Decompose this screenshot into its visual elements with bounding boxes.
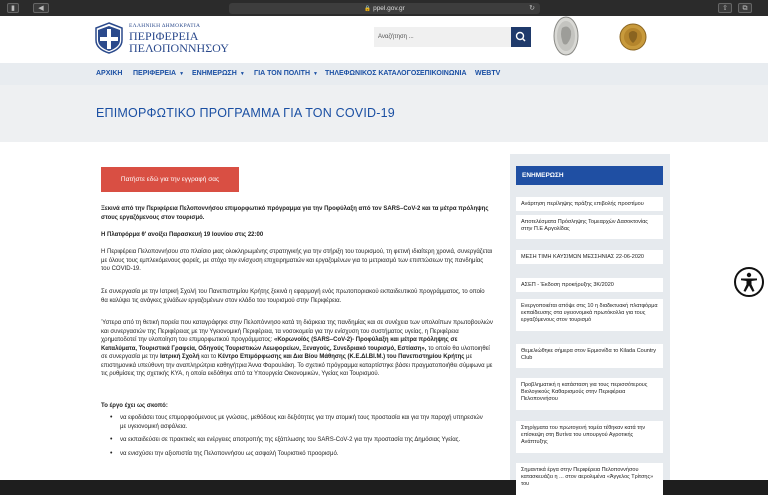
paragraph-3: Ύστερα από τη θετική πορεία που καταγράφηκε στην Πελοπόννησο κατά τη διάρκεια της πανδημίας και σε συνέχεια των υπολοίπων πρωτοβουλιών και συνεργασιών της Περιφέρειας με την Υγειονομική Περιφέρεια, τα νοσοκομεία για την ενίσχυση του συστήματος υγείας, η Περιφέρεια χρηματοδοτεί την υλοποίηση του επιμορφωτικού προγράμματος: «Κορωνοϊός (SARS–CoV-2)- Προφύλαξη και μέτρα πρόληψης σε Καταλύματα, Τουριστικά Γραφεία, Οδηγούς Τουριστικών Λεωφορείων, Ξεναγούς, Συνεδριακό τουρισμό, Εστίαση», το οποίο θα υλοποιηθεί σε συνεργασία με την Ιατρική Σχολή και το Κέντρο Επιμόρφωσης και Δια Βίου Μάθησης (Κ.Ε.ΔΙ.ΒΙ.Μ.) του Πανεπιστημίου Κρήτης με επιστημονικά υπεύθυνη την αναπληρώτρια καθηγήτρια Άννα Φαρουλάκη. Το σχετικό πρόγραμμα καταρτίστηκε βάσει πραγματοποιήθει σύμφωνα με τις ρυθμίσεις της σχετικής ΚΥΑ, η οποία εκδόθηκε από τα Υπουργεία Οικονομικών, Υγείας και Τουρισμού. (101, 320, 493, 377)
title-band (0, 85, 768, 142)
greek-emblem-icon[interactable] (94, 22, 124, 54)
nav-item-news[interactable]: ΕΝΗΜΕΡΩΣΗ ▼ (192, 70, 245, 77)
intro-text: Ξεκινά από την Περιφέρεια Πελοποννήσου επιμορφωτικό πρόγραμμα για την Προφύλαξη από τον SARS–CoV-2 και τα μέτρα πρόληψης στους εργαζόμενους στον τουρισμό. (101, 206, 489, 221)
nav-item-region[interactable]: ΠΕΡΙΦΕΡΕΙΑ ▼ (133, 70, 185, 77)
sidebar-news-item[interactable]: Θεμελιώθηκε σήμερα στον Ερμιονίδα το Kilada Country Club (516, 344, 663, 368)
nav-item-home[interactable]: ΑΡΧΙΚΗ (96, 70, 123, 77)
chevron-down-icon: ▼ (313, 71, 318, 77)
news-sidebar (510, 154, 670, 487)
reload-icon[interactable]: ↻ (529, 5, 535, 12)
page-title: ΕΠΙΜΟΡΦΩΤΙΚΟ ΠΡΟΓΡΑΜΜΑ ΓΙΑ ΤΟΝ COVID-19 (96, 106, 395, 120)
article-content (96, 142, 496, 480)
paragraph-2: Σε συνεργασία με την Ιατρική Σχολή του Πανεπιστημίου Κρήτης ξεκινά η εφαρμογή ενός πρωτοποριακού εκπαιδευτικού προγράμματος, το οποίο θα καλύψει τις ανάγκες χιλιάδων εργαζομένων στον κλάδο του τουρισμού στην Περιφέρεια. (101, 289, 485, 304)
list-item: • να εκπαιδεύσει σε πρακτικές και ενέργειες αποτροπής της εξάπλωσης του SARS-CoV-2 για την προστασία της Δημόσιας Υγείας. (106, 436, 486, 445)
register-button[interactable]: Πατήστε εδώ για την εγγραφή σας (101, 167, 239, 192)
goal-heading: Το έργο έχει ως σκοπό: (101, 403, 168, 409)
nav-item-webtv[interactable]: WEBTV (475, 70, 501, 77)
sidebar-news-item[interactable]: Αποτελέσματα Πρόσληψης Τομεαρχών Δασοκτονίας στην Π.Ε Αργολίδας (516, 215, 663, 239)
site-logo-text[interactable] (129, 23, 229, 54)
browser-toolbar (0, 0, 768, 16)
sidebar-news-item[interactable]: ΜΕΣΗ ΤΙΜΗ ΚΑΥΣΙΜΩΝ ΜΕΣΣΗΝΙΑΣ 22-06-2020 (516, 250, 663, 264)
sidebar-news-item[interactable]: ΑΣΕΠ - Έκδοση προκήρυξης 3Κ/2020 (516, 278, 663, 292)
sidebar-news-item[interactable]: Προβληματική η κατάσταση για τους περισσότερους Βιολογικούς Καθαρισμούς στην Περιφέρεια Πελοποννήσου (516, 378, 663, 410)
lock-icon: 🔒 (364, 6, 372, 12)
paragraph-1: Η Περιφέρεια Πελοποννήσου στο πλαίσιο μιας ολοκληρωμένης στρατηγικής για την στήριξη του τουρισμού, τη φετινή ιδιαίτερη χρονιά, συνεργάζεται με όλους τους εμπλεκόμενους φορείς, με στόχο την ενίσχυση επιχειρηματιών και εργαζομένων για το μετριασμό των επιπτώσεων της πανδημίας του COVID-19. (101, 249, 493, 272)
search-input[interactable]: Αναζήτηση ... (374, 27, 511, 47)
platform-notice: Η Πλατφόρμα θ' ανοίξει Παρασκευή 19 Ιουνίου στις 22:00 (101, 232, 264, 238)
address-bar[interactable] (229, 3, 540, 14)
logo-country: ΕΛΛΗΝΙΚΗ ΔΗΜΟΚΡΑΤΙΑ (129, 23, 201, 29)
chevron-down-icon: ▼ (179, 71, 185, 77)
chevron-down-icon: ▼ (239, 71, 245, 77)
site-header (0, 16, 768, 63)
logo-region-line1: ΠΕΡΙΦΕΡΕΙΑ (129, 29, 199, 43)
accessibility-button[interactable] (734, 267, 764, 297)
main-nav (0, 63, 768, 85)
logo-region-line2: ΠΕΛΟΠΟΝΝΗΣΟΥ (129, 41, 229, 55)
list-item: • να ενισχύσει την αξιοπιστία της Πελοποννήσου ως ασφαλή Τουριστικό προορισμό. (106, 450, 486, 459)
back-button[interactable]: ◀ (33, 3, 49, 13)
sidebar-news-item[interactable]: Στηρίγματα του πρωτογενή τομέα τέθηκαν κατά την επίσκεψη στη Βυτίνα του υπουργού Αγροτικής Ανάπτυξης (516, 421, 663, 453)
share-button[interactable]: ⇧ (718, 3, 732, 13)
ancient-gold-coin-icon (619, 17, 647, 57)
sidebar-news-item[interactable]: Ανάρτηση περίληψης πράξης επιβολής προστίμου (516, 197, 663, 211)
sidebar-news-item[interactable]: Σημαντικά έργα στην Περιφέρεια Πελοποννήσου κατασκευάζει η ... στον αερολιμένα «Άγγελος Τρίτσης» του (516, 463, 663, 495)
nav-item-phonebook[interactable]: ΤΗΛΕΦΩΝΙΚΟΣ ΚΑΤΑΛΟΓΟΣ (325, 70, 421, 77)
accessibility-icon (736, 269, 762, 295)
sidebar-heading: ΕΝΗΜΕΡΩΣΗ (516, 166, 663, 185)
sidebar-toggle-button[interactable]: ▮ (7, 3, 19, 13)
search-icon (511, 27, 531, 47)
list-item: • να εφοδιάσει τους επιμορφούμενους με γνώσεις, μεθόδους και δεξιότητες για την ατομική τους προστασία και για την παροχή υπηρεσιών με υγειονομική ασφάλεια. (106, 414, 486, 431)
web-page (0, 16, 768, 487)
nav-item-citizen[interactable]: ΓΙΑ ΤΟΝ ΠΟΛΙΤΗ ▼ (254, 70, 318, 77)
search-button[interactable] (511, 27, 531, 47)
goals-list (106, 414, 486, 463)
tabs-button[interactable]: ⧉ (738, 3, 752, 13)
nav-item-contact[interactable]: ΕΠΙΚΟΙΝΩΝΙΑ (420, 70, 467, 77)
ancient-head-coin-icon (553, 16, 579, 56)
url-text: ppel.gov.gr (373, 5, 405, 12)
sidebar-news-item[interactable]: Ενεργοποιείται απόψε στις 10 η διαδικτυακή πλατφόρμα εκπαίδευσης στα υγειονομικά πρωτόκολλα για τους εργαζόμενους στον τουρισμό (516, 299, 663, 331)
